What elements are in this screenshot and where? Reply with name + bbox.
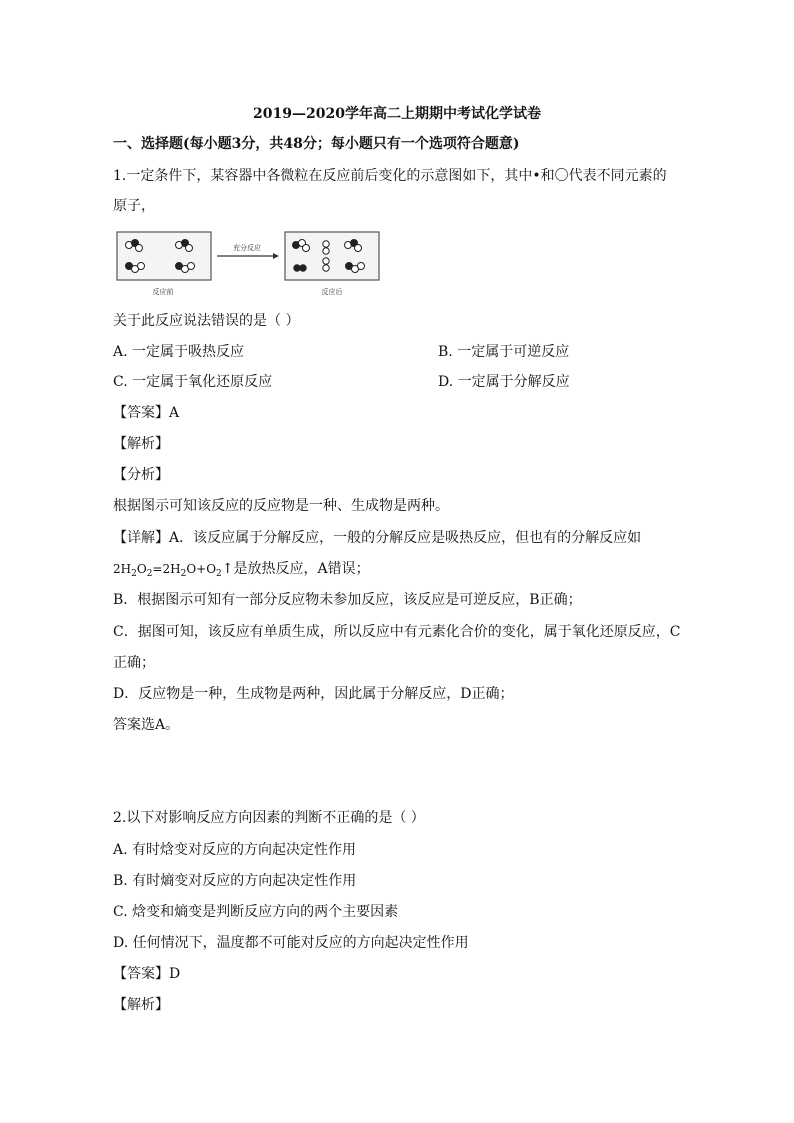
q2-analysis-heading: 【解析】: [113, 997, 169, 1013]
q2-option-b: B. 有时熵变对反应的方向起决定性作用: [113, 873, 357, 889]
equation: $2H_2O_2=2H_2O+O_2$: [113, 562, 222, 579]
q1-detail-c1: C．据图可知，该反应有单质生成，所以反应中有元素化合价的变化，属于氧化还原反应，C: [113, 624, 681, 640]
q1-detail-line2-suffix: ↑是放热反应，A错误；: [221, 561, 370, 577]
q2-option-a: A. 有时焓变对反应的方向起决定性作用: [113, 842, 357, 858]
reaction-diagram: [113, 228, 383, 300]
q1-option-a: A. 一定属于吸热反应: [113, 344, 245, 360]
arrow-label: 充分反应: [233, 244, 261, 252]
q2-option-c: C. 焓变和熵变是判断反应方向的两个主要因素: [113, 904, 399, 920]
q2-stem: 2.以下对影响反应方向因素的判断不正确的是（ ）: [113, 810, 425, 826]
before-box: [117, 232, 211, 280]
q1-stem-line1: 1.一定条件下，某容器中各微粒在反应前后变化的示意图如下，其中•和〇代表不同元素的: [113, 168, 667, 184]
q1-answer: 【答案】A: [113, 405, 180, 421]
q2-option-d: D. 任何情况下，温度都不可能对反应的方向起决定性作用: [113, 935, 469, 951]
q1-detail-b: B．根据图示可知有一部分反应物未参加反应，该反应是可逆反应，B正确；: [113, 592, 582, 608]
q1-option-b: B. 一定属于可逆反应: [438, 344, 570, 360]
q1-option-d: D. 一定属于分解反应: [438, 374, 570, 390]
q1-option-c: C. 一定属于氧化还原反应: [113, 374, 273, 390]
q1-detail-c2: 正确；: [113, 655, 155, 671]
after-box: [285, 232, 379, 280]
before-label: 反应前: [152, 288, 174, 296]
q2-answer: 【答案】D: [113, 966, 181, 982]
q1-fenxi-heading: 【分析】: [113, 467, 169, 483]
after-label: 反应后: [321, 288, 343, 296]
q1-fenxi-text: 根据图示可知该反应的反应物是一种、生成物是两种。: [113, 498, 449, 514]
q1-detail-d: D．反应物是一种，生成物是两种，因此属于分解反应，D正确；: [113, 686, 514, 702]
section-heading: 一、选择题(每小题3分，共48分；每小题只有一个选项符合题意): [113, 136, 520, 152]
q1-detail-line1: 【详解】A．该反应属于分解反应，一般的分解反应是吸热反应，但也有的分解反应如: [113, 530, 642, 546]
q1-stem-line2: 原子，: [113, 198, 155, 214]
q1-question: 关于此反应说法错误的是（ ）: [113, 313, 300, 329]
q1-detail-line2: [113, 559, 370, 584]
q1-analysis-heading: 【解析】: [113, 436, 169, 452]
page-title: 2019—2020学年高二上期期中考试化学试卷: [253, 106, 541, 122]
q1-final: 答案选A。: [113, 717, 180, 733]
